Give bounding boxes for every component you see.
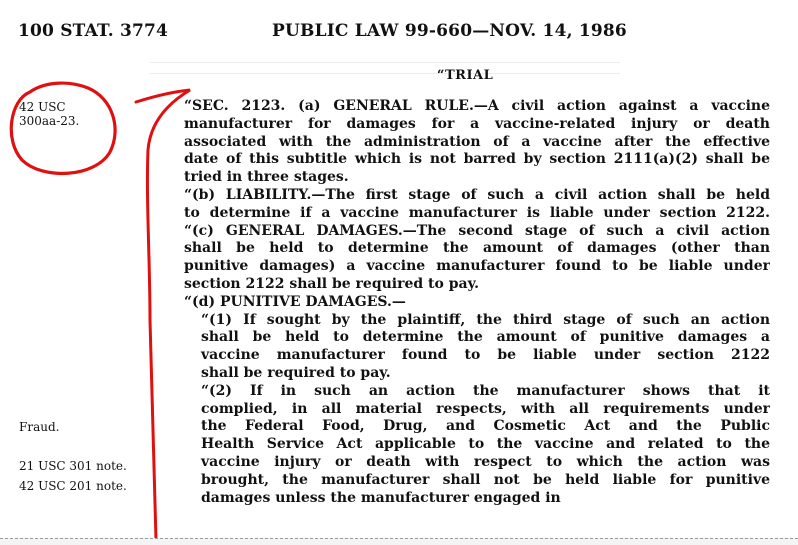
text-line: Health Service Act applicable to the vaccine and related to the (201, 436, 770, 453)
text-line: to determine if a vaccine manufacturer is liable under section 2122. (184, 204, 770, 221)
text-line: brought, the manufacturer shall not be held liable for punitive (201, 471, 770, 488)
text-line: “(c) GENERAL DAMAGES.—The second stage of such a civil action (184, 222, 770, 239)
red-margin-line-annotation (136, 90, 190, 540)
text-line: associated with the administration of a vaccine after the effective (184, 133, 770, 150)
text-line: shall be held to determine the amount of damages (other than (184, 240, 770, 257)
text-line: shall be required to pay. (201, 364, 391, 381)
text-line: the Federal Food, Drug, and Cosmetic Act and the Public (201, 418, 770, 435)
text-line: complied, in all material respects, with all requirements under (201, 400, 770, 417)
text-line: vaccine manufacturer found to be liable under section 2122 (201, 347, 770, 364)
text-line: section 2122 shall be required to pay. (184, 275, 479, 292)
text-line: tried in three stages. (184, 169, 349, 186)
stat-page-number: 100 STAT. 3774 (18, 21, 169, 41)
text-line: “(2) If in such an action the manufacturer shows that it (201, 382, 770, 399)
text-line: date of this subtitle which is not barred by section 2111(a)(2) shall be (184, 151, 770, 168)
page-fold-edge (0, 538, 798, 545)
margin-citation-line: 300aa-23. (19, 114, 80, 128)
text-line: “(b) LIABILITY.—The first stage of such a civil action shall be held (184, 186, 770, 203)
red-circle-annotation (11, 83, 115, 173)
text-line: manufacturer for damages for a vaccine-related injury or death (184, 115, 770, 132)
text-line: “(d) PUNITIVE DAMAGES.— (184, 293, 406, 310)
text-line: shall be held to determine the amount of punitive damages a (201, 329, 770, 346)
text-line: vaccine injury or death with respect to which the action was (201, 453, 770, 470)
text-line: punitive damages) a vaccine manufacturer found to be liable under (184, 258, 770, 275)
text-line: “SEC. 2123. (a) GENERAL RULE.—A civil action against a vaccine (184, 98, 770, 114)
margin-citation-42-usc-201: 42 USC 201 note. (19, 479, 127, 493)
text-line: “(1) If sought by the plaintiff, the third stage of such an action (201, 311, 770, 328)
section-heading: “TRIAL (437, 68, 494, 83)
margin-note-fraud: Fraud. (19, 420, 60, 434)
law-title: PUBLIC LAW 99-660—NOV. 14, 1986 (272, 21, 627, 41)
margin-citation-line: 42 USC (19, 100, 66, 114)
margin-citation-21-usc-301: 21 USC 301 note. (19, 459, 127, 473)
text-line: damages unless the manufacturer engaged in (201, 489, 561, 506)
